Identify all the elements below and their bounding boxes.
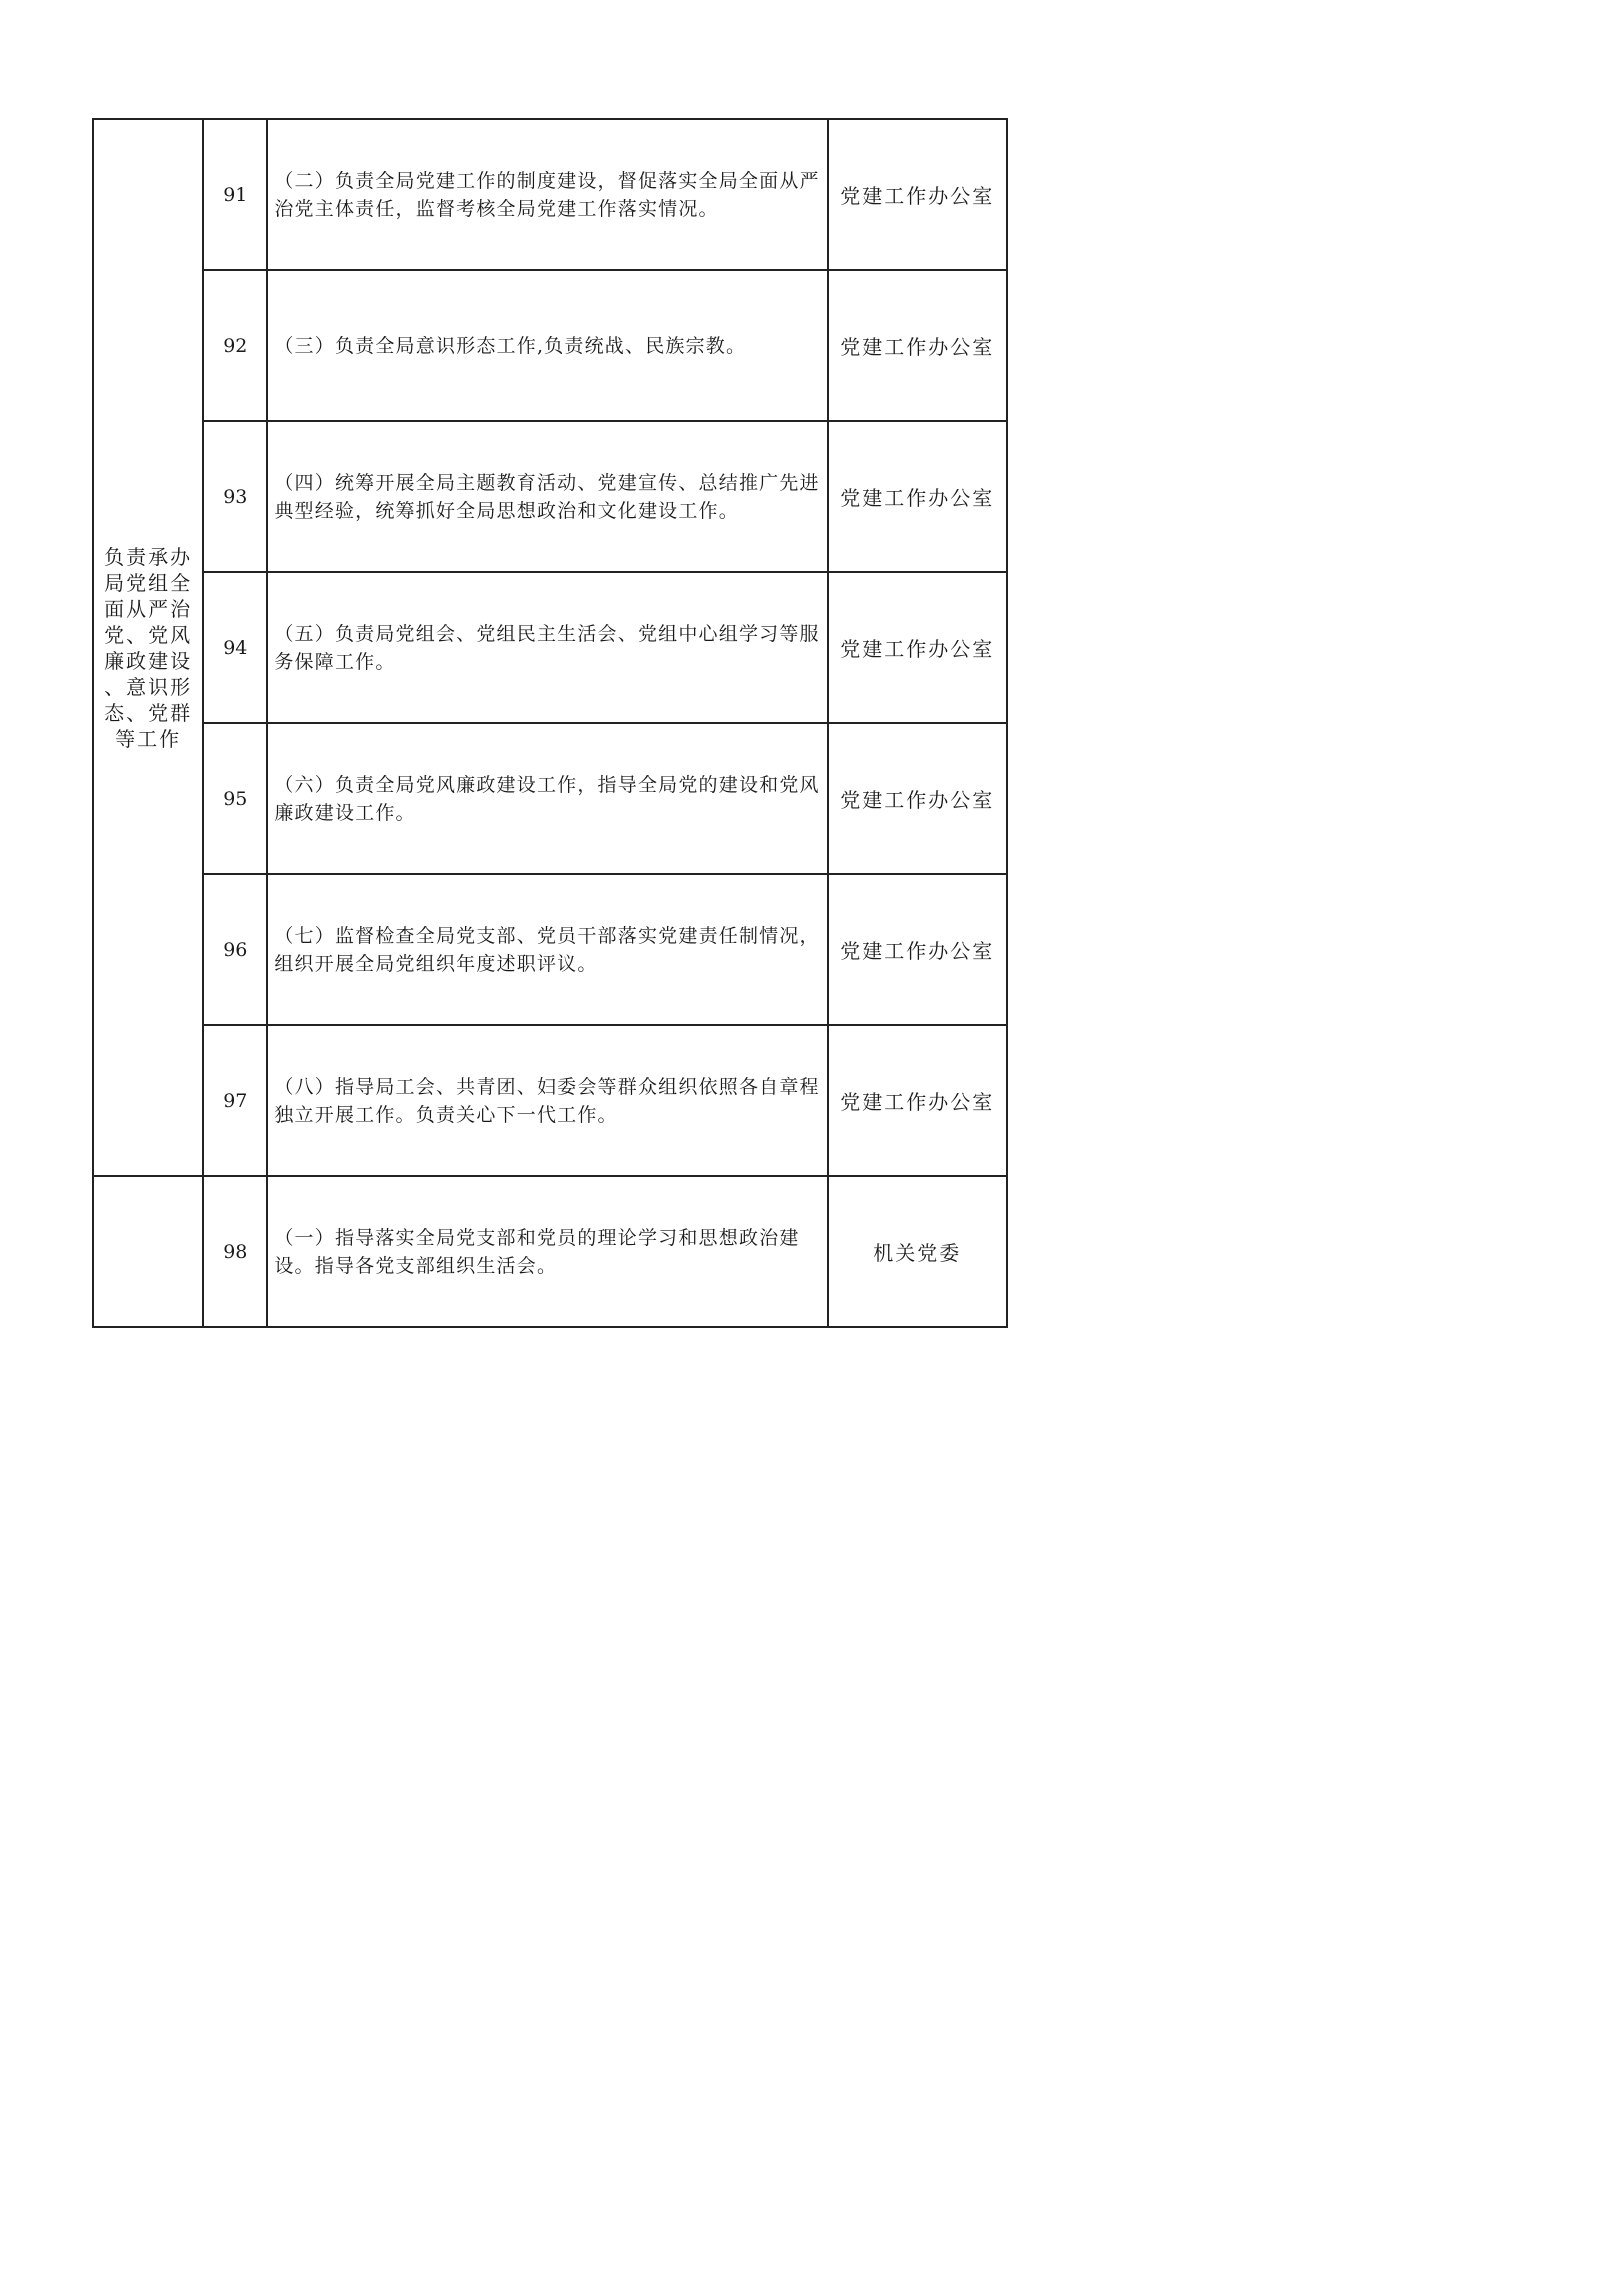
responsibility-table [92,118,1008,1328]
responsible-department: 党建工作办公室 [828,421,1007,572]
responsible-department: 党建工作办公室 [828,723,1007,874]
category-line: 局党组全 [104,570,193,595]
category-line: 面从严治 [104,596,193,621]
table-row [93,270,1007,421]
table-row [93,874,1007,1025]
responsible-department: 党建工作办公室 [828,1025,1007,1176]
responsible-department: 党建工作办公室 [828,270,1007,421]
item-description: （六）负责全局党风廉政建设工作，指导全局党的建设和党风廉政建设工作。 [267,723,827,874]
category-line: 廉政建设 [104,648,193,673]
item-number: 96 [203,874,267,1025]
category-line: 、意识形 [104,674,193,699]
item-number: 94 [203,572,267,723]
table-body [93,119,1007,1327]
table-row [93,1176,1007,1327]
table-row [93,572,1007,723]
item-number: 98 [203,1176,267,1327]
item-number: 92 [203,270,267,421]
item-description: （二）负责全局党建工作的制度建设，督促落实全局全面从严治党主体责任，监督考核全局党建工作落实情况。 [267,119,827,270]
item-number: 93 [203,421,267,572]
table-row [93,723,1007,874]
responsible-department: 机关党委 [828,1176,1007,1327]
category-cell [93,119,203,1176]
category-line: 等工作 [115,726,182,751]
table-row [93,1025,1007,1176]
item-number: 97 [203,1025,267,1176]
item-description: （一）指导落实全局党支部和党员的理论学习和思想政治建设。指导各党支部组织生活会。 [267,1176,827,1327]
responsible-department: 党建工作办公室 [828,119,1007,270]
category-line: 态、党群 [104,700,193,725]
item-number: 91 [203,119,267,270]
item-number: 95 [203,723,267,874]
responsible-department: 党建工作办公室 [828,874,1007,1025]
item-description: （五）负责局党组会、党组民主生活会、党组中心组学习等服务保障工作。 [267,572,827,723]
category-line: 党、党风 [104,622,193,647]
table-row [93,421,1007,572]
table-row [93,119,1007,270]
item-description: （七）监督检查全局党支部、党员干部落实党建责任制情况，组织开展全局党组织年度述职评议。 [267,874,827,1025]
item-description: （四）统筹开展全局主题教育活动、党建宣传、总结推广先进典型经验，统筹抓好全局思想政治和文化建设工作。 [267,421,827,572]
item-description: （八）指导局工会、共青团、妇委会等群众组织依照各自章程独立开展工作。负责关心下一代工作。 [267,1025,827,1176]
responsible-department: 党建工作办公室 [828,572,1007,723]
category-line: 负责承办 [104,544,193,569]
item-description: （三）负责全局意识形态工作,负责统战、民族宗教。 [267,270,827,421]
category-cell [93,1176,203,1327]
